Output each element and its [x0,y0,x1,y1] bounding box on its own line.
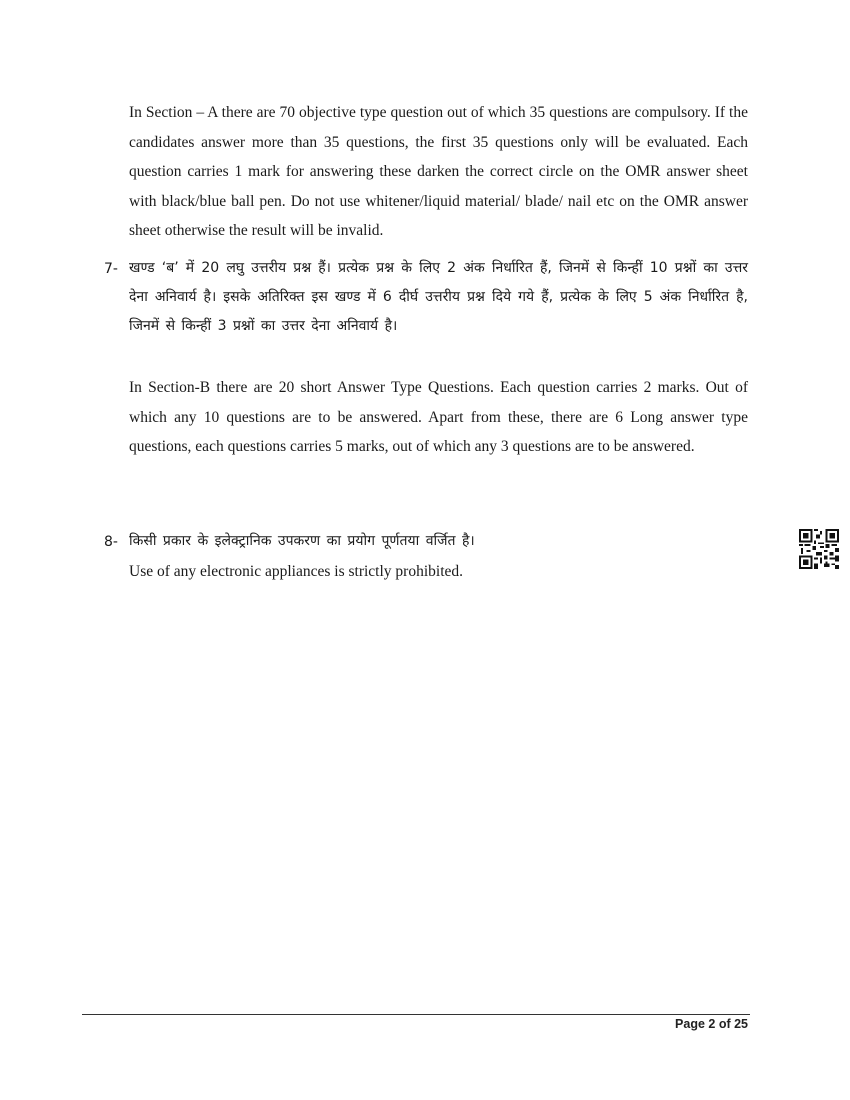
footer-divider [82,1014,750,1015]
qr-code-icon [799,529,839,569]
item-7-english-text: In Section-B there are 20 short Answer Type Questions. Each question carries 2 marks. Out of which any 10 questions are to be answered. Apart from these, there are 6 Long answer type questions, each questions carries 5 marks, out of which any 3 questions are to be answered. [129,379,748,455]
section-a-english-text: In Section – A there are 70 objective type question out of which 35 questions are compulsory. If the candidates answer more than 35 questions, the first 35 questions only will be evaluated. Each question carries 1 mark for answering these darken the correct circle on the OMR answer sheet with black/blue ball pen. Do not use whitener/liquid material/ blade/ nail etc on the OMR answer sheet otherwise the result will be invalid. [129,104,748,239]
page-number: Page 2 of 25 [675,1017,748,1031]
item-7-number: 7- [104,261,118,277]
item-8-english-text: Use of any electronic appliances is strictly prohibited. [129,563,464,580]
item-8-hindi-text: किसी प्रकार के इलेक्ट्रानिक उपकरण का प्रयोग पूर्णतया वर्जित है। [129,533,475,549]
item-8-number: 8- [104,534,118,550]
item-7-hindi-text: खण्ड ‘ब’ में 20 लघु उत्तरीय प्रश्न हैं। प्रत्येक प्रश्न के लिए 2 अंक निर्धारित हैं, जिनमें से किन्हीं 10 प्रश्नों का उत्तर देना अनिवार्य है। इसके अतिरिक्त इस खण्ड में 6 दीर्घ उत्तरीय प्रश्न दिये गये हैं, प्रत्येक के लिए 5 अंक निर्धारित है, जिनमें से किन्हीं 3 प्रश्नों का उत्तर देना अनिवार्य है। [129,260,748,334]
